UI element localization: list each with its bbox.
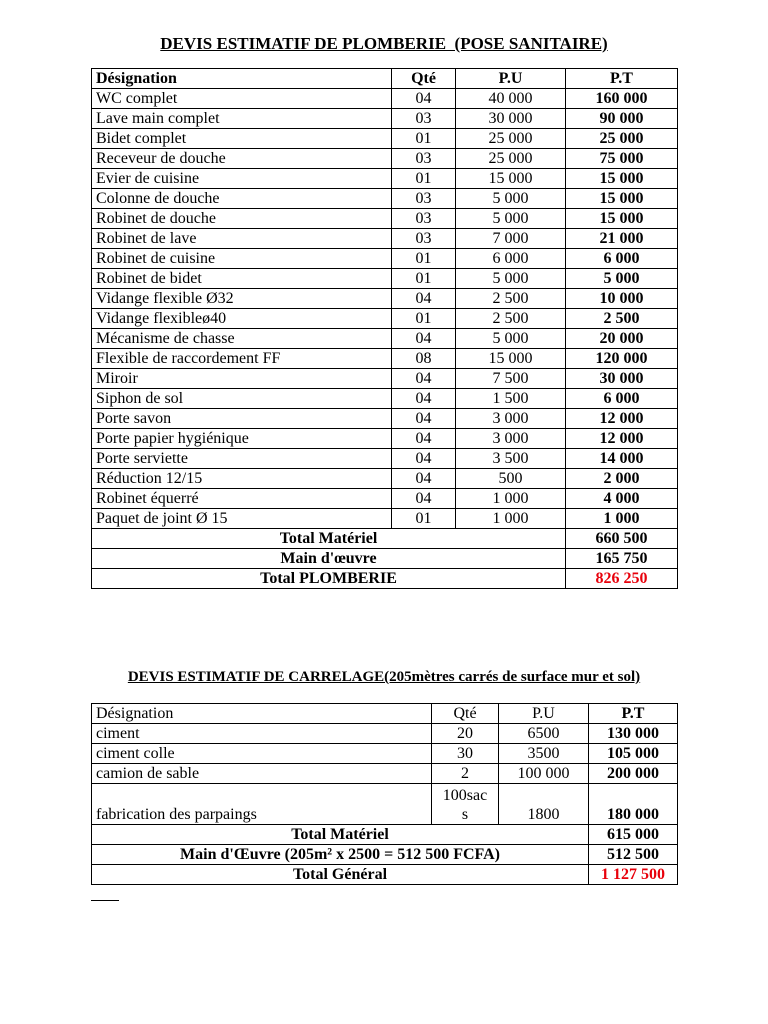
table-row xyxy=(92,89,678,109)
cell-designation: Robinet de douche xyxy=(92,209,392,229)
cell-designation: Robinet de cuisine xyxy=(92,249,392,269)
cell-pu: 1800 xyxy=(499,784,589,825)
cell-pt: 1 000 xyxy=(566,509,678,529)
cell-pt: 12 000 xyxy=(566,409,678,429)
table-row xyxy=(92,744,678,764)
cell-pu: 6500 xyxy=(499,724,589,744)
cell-designation: Porte serviette xyxy=(92,449,392,469)
cell-designation: Porte papier hygiénique xyxy=(92,429,392,449)
cell-qte: 01 xyxy=(392,269,456,289)
cell-qte: 03 xyxy=(392,189,456,209)
total-materiel-value: 660 500 xyxy=(566,529,678,549)
cell-pu: 25 000 xyxy=(456,149,566,169)
cell-pu: 5 000 xyxy=(456,189,566,209)
table-row xyxy=(92,189,678,209)
cell-qte: 2 xyxy=(432,764,499,784)
table-row xyxy=(92,149,678,169)
cell-pu: 5 000 xyxy=(456,329,566,349)
table-row xyxy=(92,329,678,349)
cell-qte: 03 xyxy=(392,149,456,169)
cell-designation: Porte savon xyxy=(92,409,392,429)
cell-designation: Flexible de raccordement FF xyxy=(92,349,392,369)
cell-designation: Bidet complet xyxy=(92,129,392,149)
cell-qte-line2: s xyxy=(461,806,469,823)
table-row xyxy=(92,129,678,149)
header-qte: Qté xyxy=(392,69,456,89)
cell-qte: 04 xyxy=(392,429,456,449)
cell-designation: Lave main complet xyxy=(92,109,392,129)
cell-designation: Robinet équerré xyxy=(92,489,392,509)
cell-pt: 15 000 xyxy=(566,189,678,209)
cell-qte: 03 xyxy=(392,109,456,129)
cell-pt: 12 000 xyxy=(566,429,678,449)
table-row xyxy=(92,409,678,429)
main-oeuvre-row xyxy=(92,549,678,569)
header-pt: P.T xyxy=(566,69,678,89)
cell-qte: 04 xyxy=(392,449,456,469)
cell-pu: 5 000 xyxy=(456,209,566,229)
cell-pu: 500 xyxy=(456,469,566,489)
cell-pu: 2 500 xyxy=(456,309,566,329)
header-designation: Désignation xyxy=(92,69,392,89)
cell-qte: 03 xyxy=(392,209,456,229)
cell-designation: Receveur de douche xyxy=(92,149,392,169)
cell-pt: 120 000 xyxy=(566,349,678,369)
cell-pu: 2 500 xyxy=(456,289,566,309)
table-row xyxy=(92,489,678,509)
cell-pt: 200 000 xyxy=(589,764,678,784)
table-row xyxy=(92,269,678,289)
cell-qte: 01 xyxy=(392,129,456,149)
cell-designation: camion de sable xyxy=(92,764,432,784)
cell-qte: 01 xyxy=(392,169,456,189)
table-row xyxy=(92,389,678,409)
table-row xyxy=(92,249,678,269)
cell-designation: Vidange flexibleø40 xyxy=(92,309,392,329)
carrelage-table xyxy=(91,703,678,885)
total-materiel-label: Total Matériel xyxy=(92,529,566,549)
table-header-row xyxy=(92,704,678,724)
cell-designation: Paquet de joint Ø 15 xyxy=(92,509,392,529)
cell-pt: 14 000 xyxy=(566,449,678,469)
cell-pt: 21 000 xyxy=(566,229,678,249)
total-general-label: Total Général xyxy=(92,865,589,885)
cell-pt: 90 000 xyxy=(566,109,678,129)
cell-designation: fabrication des parpaings xyxy=(92,784,432,825)
cell-qte: 01 xyxy=(392,509,456,529)
header-qte: Qté xyxy=(432,704,499,724)
cell-pu: 1 500 xyxy=(456,389,566,409)
cell-designation: ciment colle xyxy=(92,744,432,764)
cell-qte: 04 xyxy=(392,469,456,489)
main-oeuvre-row xyxy=(92,845,678,865)
cell-designation: Réduction 12/15 xyxy=(92,469,392,489)
cell-pu: 40 000 xyxy=(456,89,566,109)
cell-pu: 7 000 xyxy=(456,229,566,249)
cell-designation: Vidange flexible Ø32 xyxy=(92,289,392,309)
header-pu: P.U xyxy=(499,704,589,724)
cell-pt: 75 000 xyxy=(566,149,678,169)
cell-qte: 03 xyxy=(392,229,456,249)
cell-qte: 04 xyxy=(392,489,456,509)
cell-designation: Mécanisme de chasse xyxy=(92,329,392,349)
table-row xyxy=(92,289,678,309)
separator-line xyxy=(91,900,119,901)
total-plomberie-row xyxy=(92,569,678,589)
table-row xyxy=(92,309,678,329)
cell-pu: 3 500 xyxy=(456,449,566,469)
cell-designation: Robinet de lave xyxy=(92,229,392,249)
cell-qte: 04 xyxy=(392,329,456,349)
table-row xyxy=(92,349,678,369)
header-pt: P.T xyxy=(589,704,678,724)
cell-designation: WC complet xyxy=(92,89,392,109)
cell-designation: Miroir xyxy=(92,369,392,389)
cell-pt: 6 000 xyxy=(566,249,678,269)
cell-pu: 5 000 xyxy=(456,269,566,289)
table-row xyxy=(92,229,678,249)
plomberie-table xyxy=(91,68,678,589)
cell-pu: 1 000 xyxy=(456,489,566,509)
table-row xyxy=(92,449,678,469)
cell-qte: 08 xyxy=(392,349,456,369)
cell-pt: 2 000 xyxy=(566,469,678,489)
total-general-row xyxy=(92,865,678,885)
cell-pt: 30 000 xyxy=(566,369,678,389)
cell-pt: 10 000 xyxy=(566,289,678,309)
cell-pu: 3 000 xyxy=(456,409,566,429)
cell-pt: 160 000 xyxy=(566,89,678,109)
cell-qte: 04 xyxy=(392,369,456,389)
cell-designation: ciment xyxy=(92,724,432,744)
table-row xyxy=(92,109,678,129)
cell-designation: Robinet de bidet xyxy=(92,269,392,289)
table-header-row xyxy=(92,69,678,89)
cell-pt: 105 000 xyxy=(589,744,678,764)
cell-qte: 01 xyxy=(392,249,456,269)
table-row xyxy=(92,724,678,744)
cell-pu: 1 000 xyxy=(456,509,566,529)
cell-pt: 15 000 xyxy=(566,209,678,229)
table-row xyxy=(92,429,678,449)
table-row xyxy=(92,169,678,189)
cell-qte-line1: 100sac xyxy=(442,787,488,804)
cell-pt: 180 000 xyxy=(589,784,678,825)
cell-pt: 15 000 xyxy=(566,169,678,189)
table-row xyxy=(92,784,678,825)
cell-qte: 01 xyxy=(392,309,456,329)
cell-pt: 25 000 xyxy=(566,129,678,149)
cell-pu: 30 000 xyxy=(456,109,566,129)
cell-qte: 30 xyxy=(432,744,499,764)
cell-designation: Evier de cuisine xyxy=(92,169,392,189)
total-materiel-row xyxy=(92,529,678,549)
cell-qte: 20 xyxy=(432,724,499,744)
cell-pt: 20 000 xyxy=(566,329,678,349)
cell-qte xyxy=(432,784,499,825)
carrelage-title: DEVIS ESTIMATIF DE CARRELAGE(205mètres carrés de surface mur et sol) xyxy=(127,669,641,685)
total-materiel-label: Total Matériel xyxy=(92,825,589,845)
table-row xyxy=(92,369,678,389)
main-oeuvre-value: 165 750 xyxy=(566,549,678,569)
main-oeuvre-label: Main d'œuvre xyxy=(92,549,566,569)
cell-pt: 6 000 xyxy=(566,389,678,409)
cell-pt: 5 000 xyxy=(566,269,678,289)
total-materiel-value: 615 000 xyxy=(589,825,678,845)
cell-pu: 3500 xyxy=(499,744,589,764)
cell-pu: 7 500 xyxy=(456,369,566,389)
cell-pu: 15 000 xyxy=(456,349,566,369)
header-designation: Désignation xyxy=(92,704,432,724)
cell-pt: 4 000 xyxy=(566,489,678,509)
cell-designation: Siphon de sol xyxy=(92,389,392,409)
table-row xyxy=(92,509,678,529)
table-row xyxy=(92,469,678,489)
table-row xyxy=(92,764,678,784)
cell-designation: Colonne de douche xyxy=(92,189,392,209)
cell-qte: 04 xyxy=(392,409,456,429)
main-oeuvre-label: Main d'Œuvre (205m² x 2500 = 512 500 FCFA) xyxy=(92,845,589,865)
cell-qte: 04 xyxy=(392,389,456,409)
cell-pu: 100 000 xyxy=(499,764,589,784)
cell-qte: 04 xyxy=(392,289,456,309)
cell-pu: 25 000 xyxy=(456,129,566,149)
cell-qte: 04 xyxy=(392,89,456,109)
main-oeuvre-value: 512 500 xyxy=(589,845,678,865)
cell-pu: 6 000 xyxy=(456,249,566,269)
total-general-value: 1 127 500 xyxy=(589,865,678,885)
table-row xyxy=(92,209,678,229)
cell-pu: 15 000 xyxy=(456,169,566,189)
total-materiel-row xyxy=(92,825,678,845)
cell-pu: 3 000 xyxy=(456,429,566,449)
total-plomberie-value: 826 250 xyxy=(566,569,678,589)
header-pu: P.U xyxy=(456,69,566,89)
cell-pt: 130 000 xyxy=(589,724,678,744)
total-plomberie-label: Total PLOMBERIE xyxy=(92,569,566,589)
cell-pt: 2 500 xyxy=(566,309,678,329)
plomberie-title: DEVIS ESTIMATIF DE PLOMBERIE (POSE SANITAIRE) xyxy=(160,34,608,53)
